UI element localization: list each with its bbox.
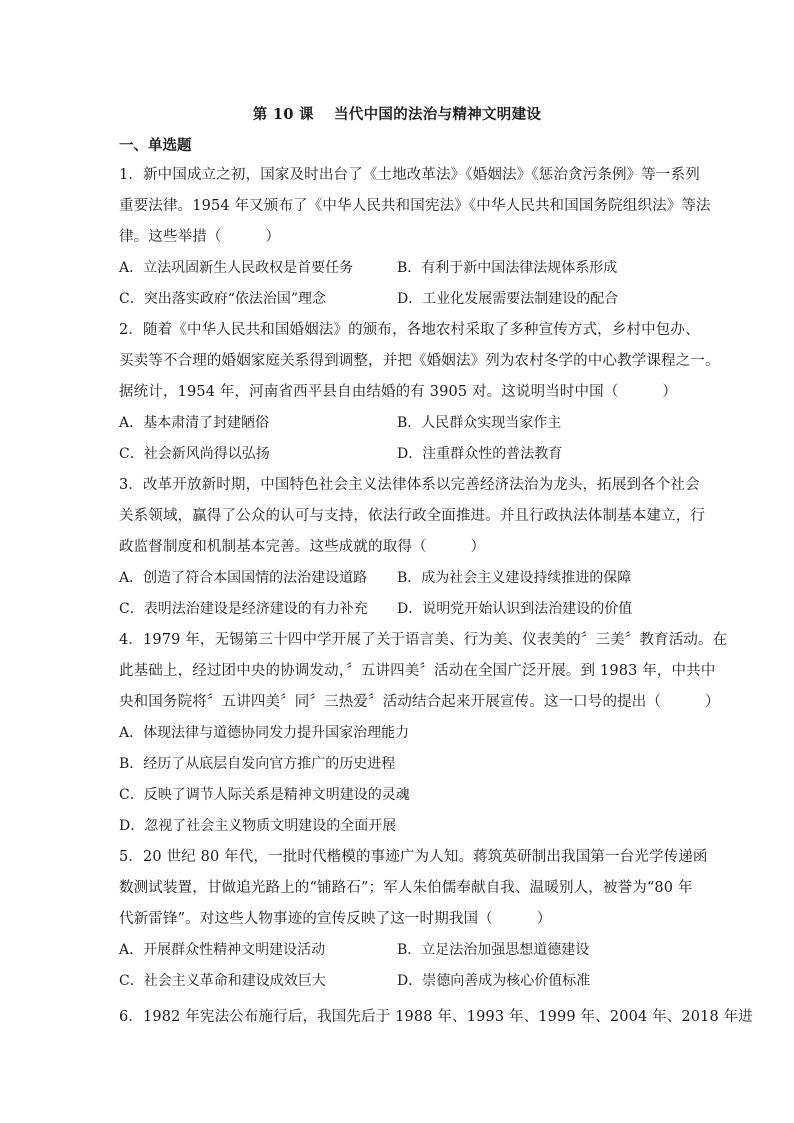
question-6-line-1: 6．1982 年宪法公布施行后，我国先后于 1988 年、1993 年、1999 年、2004 年、2018 年进 — [119, 1009, 753, 1025]
question-4-line-1: 4．1979 年，无锡第三十四中学开展了关于语言美、行为美、仪表美的〞三美〞教育活动。在 — [119, 632, 728, 648]
question-1-option-c: C．突出落实政府“依法治国”理念 — [119, 291, 327, 307]
question-2-line-1: 2．随着《中华人民共和国婚姻法》的颁布，各地农村采取了多种宣传方式，乡村中包办、 — [119, 322, 700, 338]
question-1-option-a: A．立法巩固新生人民政权是首要任务 — [119, 260, 354, 276]
question-3-line-1: 3．改革开放新时期，中国特色社会主义法律体系以完善经济法治为龙头，拓展到各个社会 — [119, 477, 700, 493]
question-3-option-c: C．表明法治建设是经济建设的有力补充 — [119, 601, 368, 617]
question-4-line-2: 此基础上，经过团中央的协调发动，〞五讲四美〞活动在全国广泛开展。到 1983 年，中共中 — [119, 663, 716, 679]
question-4-option-a: A．体现法律与道德协同发力提升国家治理能力 — [119, 725, 410, 741]
question-2-option-c: C．社会新风尚得以弘扬 — [119, 446, 270, 462]
question-3-option-a: A．创造了符合本国国情的法治建设道路 — [119, 570, 368, 586]
question-5-option-d: D．崇德向善成为核心价值标准 — [397, 973, 591, 989]
question-3-option-b: B．成为社会主义建设持续推进的保障 — [397, 570, 632, 586]
question-3-option-d: D．说明党开始认识到法治建设的价值 — [397, 601, 633, 617]
question-1-option-b: B．有利于新中国法律法规体系形成 — [397, 260, 618, 276]
question-4-option-c: C．反映了调节人际关系是精神文明建设的灵魂 — [119, 787, 410, 803]
question-2-option-d: D．注重群众性的普法教育 — [397, 446, 563, 462]
question-5-option-a: A．开展群众性精神文明建设活动 — [119, 942, 326, 958]
question-5-line-2: 数测试装置，甘做追光路上的“铺路石”；军人朱伯儒奉献自我、温暖别人，被誉为“80 年 — [119, 880, 693, 896]
question-3-line-2: 关系领域，赢得了公众的认可与支持，依法行政全面推进。并且行政执法体制基本建立，行 — [119, 508, 705, 524]
question-1-option-d: D．工业化发展需要法制建设的配合 — [397, 291, 619, 307]
question-1-line-2: 重要法律。1954 年又颁布了《中华人民共和国宪法》《中华人民共和国国务院组织法》等法 — [119, 198, 711, 214]
question-5-line-1: 5．20 世纪 80 年代，一批时代楷模的事迹广为人知。蒋筑英研制出我国第一台光学传递函 — [119, 849, 708, 865]
question-4-option-b: B．经历了从底层自发向官方推广的历史进程 — [119, 756, 396, 772]
question-2-line-3: 据统计，1954 年，河南省西平县自由结婚的有 3905 对。这说明当时中国（ ） — [119, 384, 678, 400]
question-2-line-2: 买卖等不合理的婚姻家庭关系得到调整，并把《婚姻法》列为农村冬学的中心教学课程之一。 — [119, 353, 720, 369]
question-2-option-a: A．基本肃清了封建陋俗 — [119, 415, 270, 431]
question-5-line-3: 代新雷锋”。对这些人物事迹的宣传反映了这一时期我国（ ） — [119, 911, 552, 927]
question-1-line-1: 1．新中国成立之初，国家及时出台了《土地改革法》《婚姻法》《惩治贪污条例》等一系列 — [119, 167, 700, 183]
question-3-line-3: 政监督制度和机制基本完善。这些成就的取得（ ） — [119, 539, 486, 555]
lesson-title: 第 10 课 当代中国的法治与精神文明建设 — [252, 106, 542, 123]
question-4-option-d: D．忽视了社会主义物质文明建设的全面开展 — [119, 818, 397, 834]
question-5-option-b: B．立足法治加强思想道德建设 — [397, 942, 590, 958]
question-2-option-b: B．人民群众实现当家作主 — [397, 415, 562, 431]
question-1-line-3: 律。这些举措（ ） — [119, 229, 281, 245]
question-5-option-c: C．社会主义革命和建设成效巨大 — [119, 973, 326, 989]
question-4-line-3: 央和国务院将〞五讲四美〞同〞三热爱〞活动结合起来开展宣传。这一口号的提出（ ） — [119, 694, 720, 710]
section-heading: 一、单选题 — [119, 137, 192, 154]
